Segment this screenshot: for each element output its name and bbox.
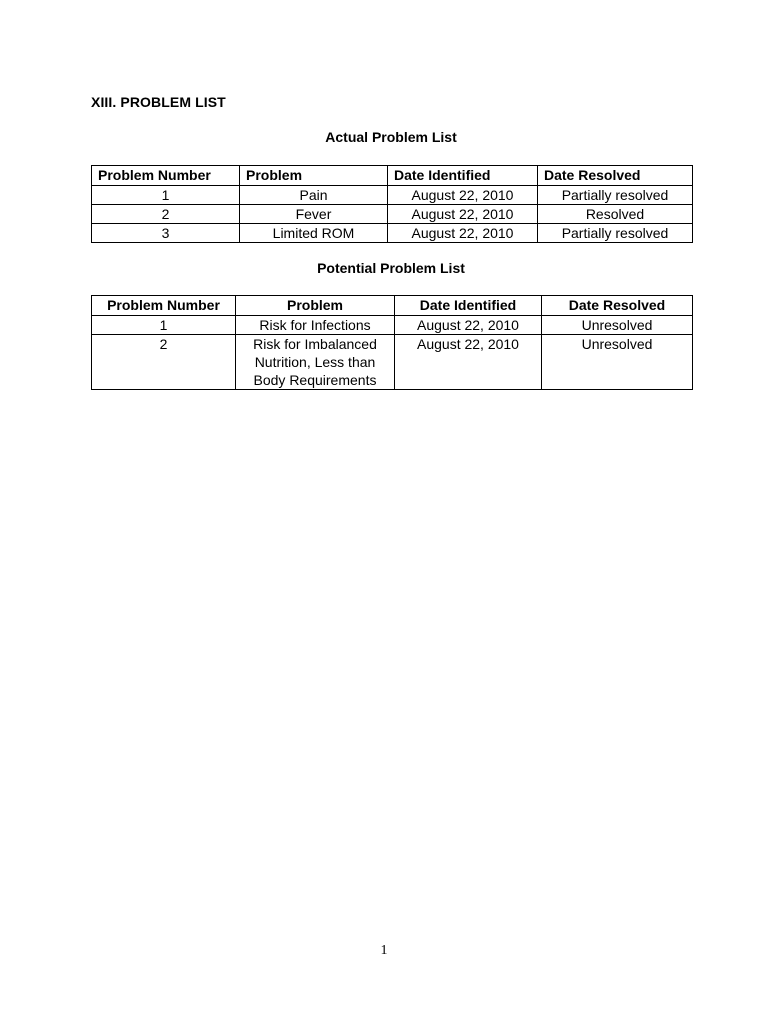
header-problem-number: Problem Number (92, 166, 240, 186)
cell-problem-number: 3 (92, 224, 240, 243)
cell-date-resolved: Resolved (538, 205, 693, 224)
header-date-resolved: Date Resolved (538, 166, 693, 186)
header-date-identified: Date Identified (388, 166, 538, 186)
table-row (92, 186, 693, 205)
cell-date-identified: August 22, 2010 (388, 205, 538, 224)
cell-date-identified: August 22, 2010 (395, 335, 542, 390)
header-problem: Problem (240, 166, 388, 186)
header-problem-number: Problem Number (92, 296, 236, 316)
header-date-identified: Date Identified (395, 296, 542, 316)
cell-date-resolved: Partially resolved (538, 224, 693, 243)
cell-problem: Risk for Infections (236, 316, 395, 335)
cell-date-resolved: Unresolved (542, 335, 693, 390)
header-date-resolved: Date Resolved (542, 296, 693, 316)
cell-date-identified: August 22, 2010 (395, 316, 542, 335)
cell-date-resolved: Partially resolved (538, 186, 693, 205)
table-row (92, 205, 693, 224)
header-problem: Problem (236, 296, 395, 316)
actual-problem-table (91, 165, 693, 243)
cell-problem: Pain (240, 186, 388, 205)
potential-problem-list-title: Potential Problem List (317, 260, 465, 276)
cell-problem: Risk for Imbalanced Nutrition, Less than Body Requirements (236, 335, 395, 390)
table-header-row (92, 166, 693, 186)
table-row (92, 316, 693, 335)
cell-date-identified: August 22, 2010 (388, 186, 538, 205)
table-row (92, 335, 693, 390)
actual-problem-list-title: Actual Problem List (325, 129, 457, 145)
cell-problem-number: 1 (92, 316, 236, 335)
page-number: 1 (380, 943, 388, 958)
cell-problem-number: 2 (92, 335, 236, 390)
table-row (92, 224, 693, 243)
cell-problem-number: 1 (92, 186, 240, 205)
cell-date-identified: August 22, 2010 (388, 224, 538, 243)
cell-problem: Fever (240, 205, 388, 224)
cell-problem-number: 2 (92, 205, 240, 224)
section-heading: XIII. PROBLEM LIST (91, 94, 226, 110)
cell-date-resolved: Unresolved (542, 316, 693, 335)
table-header-row (92, 296, 693, 316)
cell-problem: Limited ROM (240, 224, 388, 243)
potential-problem-table (91, 295, 693, 390)
